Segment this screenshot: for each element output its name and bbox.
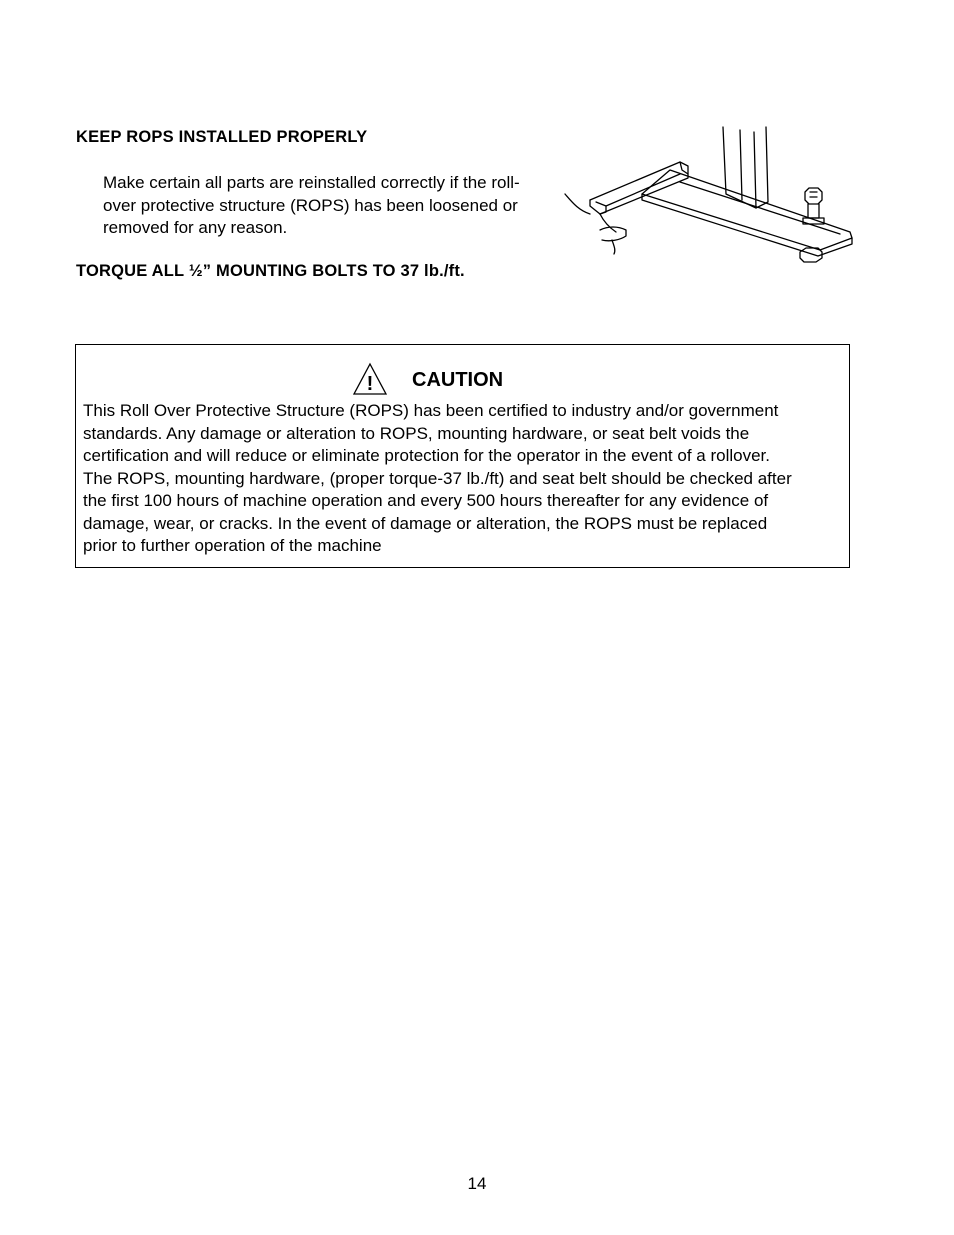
caution-line: standards. Any damage or alteration to ROPS, mounting hardware, or seat belt voids the [83, 423, 750, 443]
warning-triangle-icon [352, 362, 388, 396]
caution-line: This Roll Over Protective Structure (ROPS) has been certified to industry and/or government [83, 401, 779, 420]
rops-mounting-illustration [560, 122, 855, 272]
caution-line: damage, wear, or cracks. In the event of damage or alteration, the ROPS must be replaced [83, 513, 768, 533]
rops-instruction-paragraph [103, 172, 553, 240]
caution-box [75, 344, 850, 568]
caution-line: the first 100 hours of machine operation and every 500 hours thereafter for any evidence of [83, 491, 769, 510]
caution-line: certification and will reduce or eliminate protection for the operator in the event of a rollover. [83, 446, 770, 465]
paragraph-line: removed for any reason. [103, 218, 288, 237]
torque-heading: TORQUE ALL ½” MOUNTING BOLTS TO 37 lb./ft. [76, 262, 465, 280]
svg-text:!: ! [366, 373, 374, 395]
section-heading: KEEP ROPS INSTALLED PROPERLY [76, 128, 368, 146]
caution-text [83, 400, 845, 558]
paragraph-line: Make certain all parts are reinstalled correctly if the roll- [103, 173, 520, 192]
caution-line: prior to further operation of the machine [83, 536, 382, 555]
page-number: 14 [467, 1174, 487, 1193]
caution-line: The ROPS, mounting hardware, (proper torque-37 lb./ft) and seat belt should be checked after [83, 468, 792, 488]
caution-title: CAUTION [412, 369, 504, 391]
paragraph-line: over protective structure (ROPS) has been loosened or [103, 195, 518, 215]
